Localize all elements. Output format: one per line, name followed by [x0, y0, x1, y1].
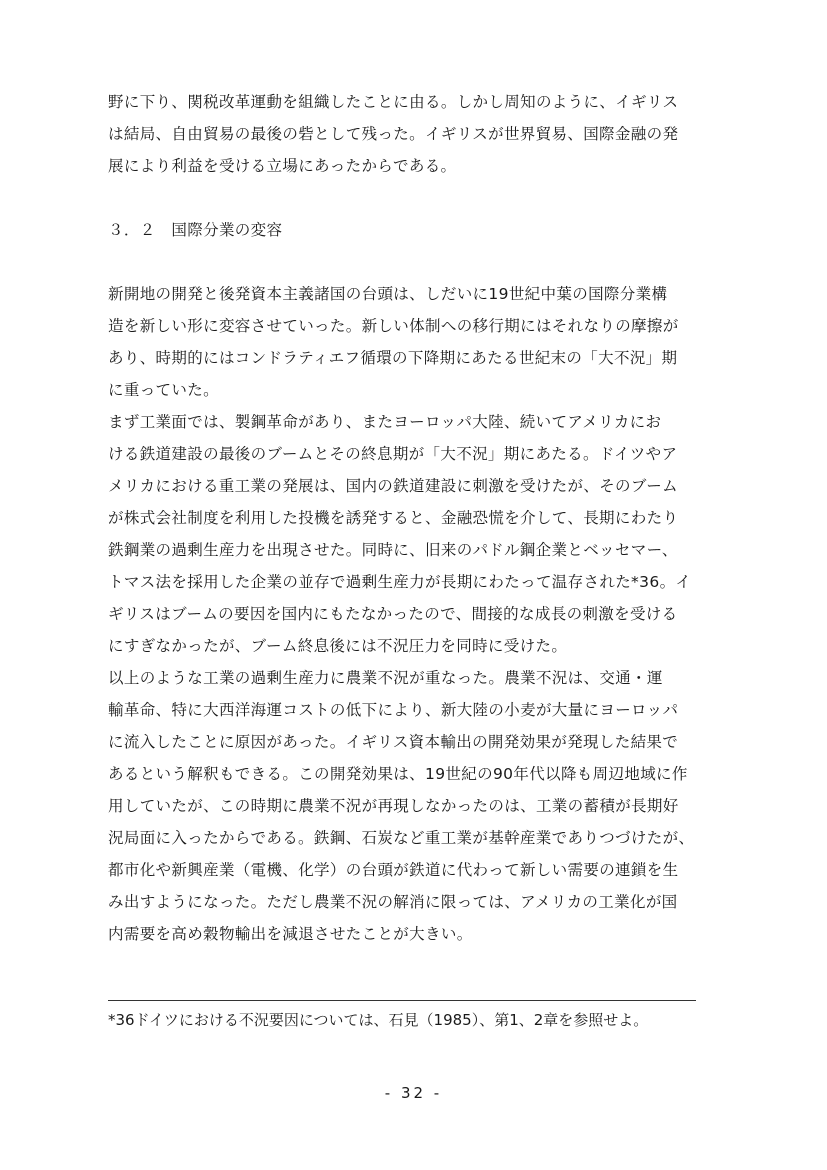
- paragraph-2-line-6: トマス法を採用した企業の並存で過剰生産力が長期にわたって温存された*36。イ: [108, 573, 692, 591]
- paragraph-3-line-6: 況局面に入ったからである。鉄鋼、石炭など重工業が基幹産業でありつづけたが、: [108, 829, 695, 847]
- paragraph-3-line-2: 輸革命、特に大西洋海運コストの低下により、新大陸の小麦が大量にヨーロッパ: [108, 701, 679, 719]
- paragraph-2-line-3: メリカにおける重工業の発展は、国内の鉄道建設に刺激を受けたが、そのブーム: [108, 477, 678, 495]
- paragraph-3-line-1: 以上のような工業の過剰生産力に農業不況が重なった。農業不況は、交通・運: [108, 669, 663, 687]
- paragraph-2-line-4: が株式会社制度を利用した投機を誘発すると、金融恐慌を介して、長期にわたり: [108, 509, 679, 527]
- paragraph-1-line-2: 造を新しい形に変容させていった。新しい体制への移行期にはそれなりの摩擦が: [108, 317, 679, 335]
- paragraph-1-line-1: 新開地の開発と後発資本主義諸国の台頭は、しだいに19世紀中葉の国際分業構: [108, 285, 668, 303]
- paragraph-2-line-1: まず工業面では、製鋼革命があり、またヨーロッパ大陸、続いてアメリカにお: [108, 413, 662, 431]
- footnote-divider: [108, 1000, 696, 1001]
- paragraph-1-line-3: あり、時期的にはコンドラティエフ循環の下降期にあたる世紀末の「大不況」期: [108, 349, 678, 367]
- paragraph-3-line-9: 内需要を高め穀物輸出を減退させたことが大きい。: [108, 925, 473, 943]
- paragraph-3-line-5: 用していたが、この時期に農業不況が再現しなかったのは、工業の蓄積が長期好: [108, 797, 679, 815]
- footnote: *36ドイツにおける不況要因については、石見（1985）、第1、2章を参照せよ。: [108, 1011, 649, 1029]
- intro-line-1: 野に下り、関税改革運動を組織したことに由る。しかし周知のように、イギリス: [108, 93, 679, 111]
- paragraph-2-line-5: 鉄鋼業の過剰生産力を出現させた。同時に、旧来のパドル鋼企業とベッセマー、: [108, 541, 678, 559]
- paragraph-2-line-2: ける鉄道建設の最後のブームとその終息期が「大不況」期にあたる。ドイツやア: [108, 445, 678, 463]
- page-number: - 32 -: [384, 1084, 443, 1102]
- intro-line-3: 展により利益を受ける立場にあったからである。: [108, 157, 457, 175]
- paragraph-3-line-8: み出すようになった。ただし農業不況の解消に限っては、アメリカの工業化が国: [108, 893, 678, 911]
- paragraph-3-line-3: に流入したことに原因があった。イギリス資本輸出の開発効果が発現した結果で: [108, 733, 679, 751]
- intro-line-2: は結局、自由貿易の最後の砦として残った。イギリスが世界貿易、国際金融の発: [108, 125, 679, 143]
- paragraph-3-line-4: あるという解釈もできる。この開発効果は、19世紀の90年代以降も周辺地域に作: [108, 765, 688, 783]
- section-heading: ３．２ 国際分業の変容: [108, 221, 283, 239]
- paragraph-2-line-8: にすぎなかったが、ブーム終息後には不況圧力を同時に受けた。: [108, 637, 568, 655]
- paragraph-1-line-4: に重っていた。: [108, 381, 219, 399]
- paragraph-3-line-7: 都市化や新興産業（電機、化学）の台頭が鉄道に代わって新しい需要の連鎖を生: [108, 861, 679, 879]
- paragraph-2-line-7: ギリスはブームの要因を国内にもたなかったので、間接的な成長の刺激を受ける: [108, 605, 678, 623]
